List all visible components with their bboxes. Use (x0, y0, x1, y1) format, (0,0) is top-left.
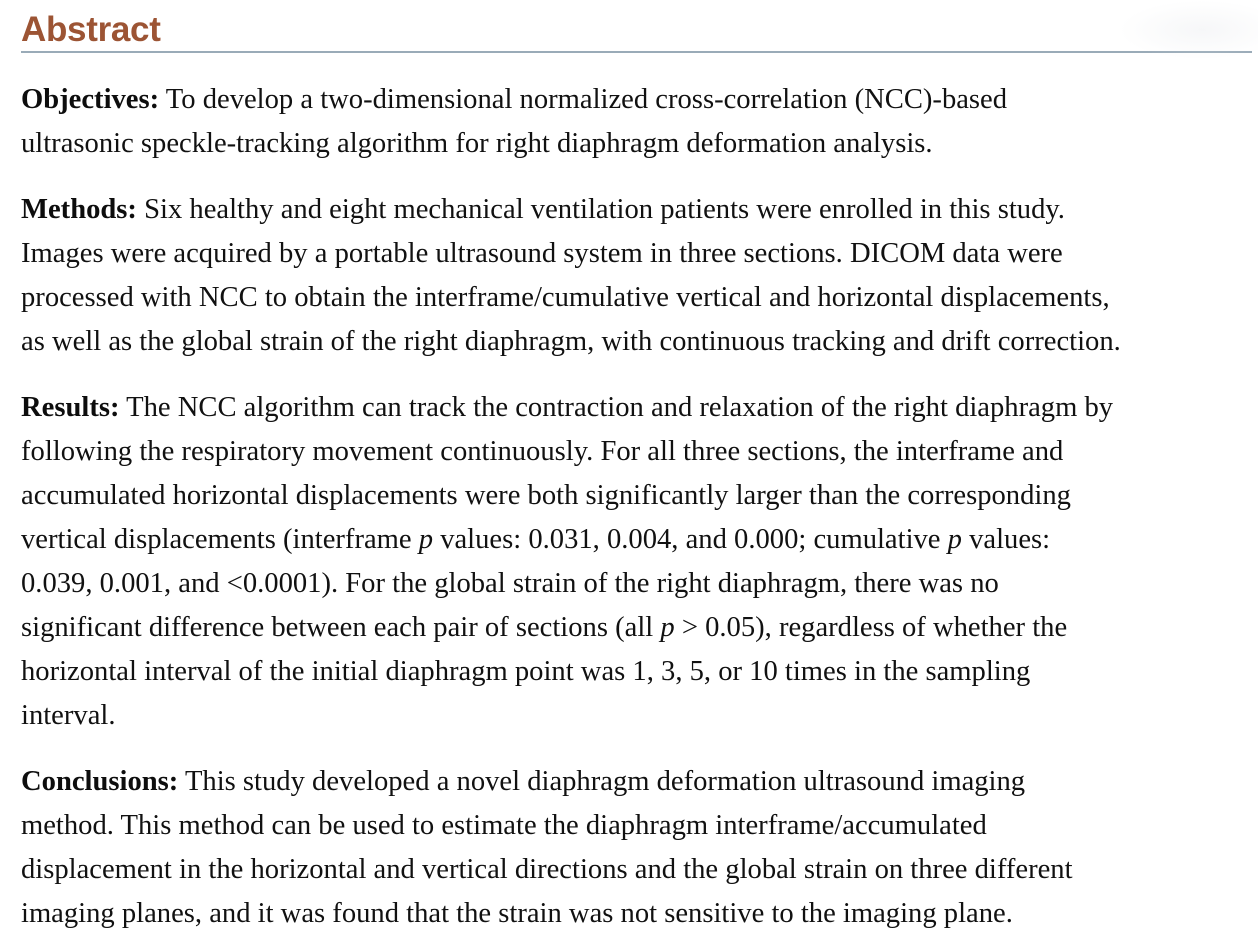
results-paragraph (21, 386, 1257, 738)
objectives-label: Objectives: (21, 84, 160, 115)
results-line-6 (21, 606, 1257, 650)
results-text-4c: values: (961, 524, 1051, 555)
results-line-5: 0.039, 0.001, and <0.0001). For the global strain of the right diaphragm, there was no (21, 568, 999, 599)
objectives-line-2: ultrasonic speckle-tracking algorithm for right diaphragm deformation analysis. (21, 128, 933, 159)
conclusions-line-2: method. This method can be used to estimate the diaphragm interframe/accumulated (21, 810, 987, 841)
results-text-6b: > 0.05), regardless of whether the (674, 612, 1068, 643)
methods-line-1 (21, 188, 1257, 232)
methods-label: Methods: (21, 194, 137, 225)
results-line-4 (21, 518, 1257, 562)
conclusions-line-4: imaging planes, and it was found that the strain was not sensitive to the imaging plane. (21, 898, 1013, 929)
p-symbol: p (660, 612, 675, 643)
results-label: Results: (21, 392, 120, 423)
objectives-text-1: To develop a two-dimensional normalized cross-correlation (NCC)-based (159, 84, 1008, 115)
conclusions-text-1: This study developed a novel diaphragm deformation ultrasound imaging (178, 766, 1026, 797)
heading-divider (21, 51, 1252, 53)
objectives-line-1 (21, 78, 1257, 122)
conclusions-line-3: displacement in the horizontal and vertical directions and the global strain on three different (21, 854, 1073, 885)
results-line-7: horizontal interval of the initial diaphragm point was 1, 3, 5, or 10 times in the sampling (21, 656, 1031, 687)
results-text-6a: significant difference between each pair of sections (all (21, 612, 661, 643)
results-text-4b: values: 0.031, 0.004, and 0.000; cumulative (433, 524, 948, 555)
p-symbol: p (947, 524, 962, 555)
results-line-1 (21, 386, 1257, 430)
objectives-paragraph (21, 78, 1257, 166)
methods-paragraph (21, 188, 1257, 364)
conclusions-label: Conclusions: (21, 766, 179, 797)
results-line-3: accumulated horizontal displacements were both significantly larger than the corresponding (21, 480, 1071, 511)
results-text-1: The NCC algorithm can track the contraction and relaxation of the right diaphragm by (119, 392, 1114, 423)
abstract-heading: Abstract (21, 10, 161, 49)
methods-line-2: Images were acquired by a portable ultrasound system in three sections. DICOM data were (21, 238, 1063, 269)
results-line-2: following the respiratory movement continuously. For all three sections, the interframe and (21, 436, 1064, 467)
results-line-8: interval. (21, 700, 116, 731)
conclusions-line-1 (21, 760, 1257, 804)
abstract-section (21, 0, 1258, 936)
methods-line-3: processed with NCC to obtain the interframe/cumulative vertical and horizontal displacements, (21, 282, 1110, 313)
methods-text-1: Six healthy and eight mechanical ventilation patients were enrolled in this study. (136, 194, 1065, 225)
results-text-4a: vertical displacements (interframe (21, 524, 419, 555)
p-symbol: p (418, 524, 434, 555)
conclusions-paragraph (21, 760, 1257, 936)
methods-line-4: as well as the global strain of the right diaphragm, with continuous tracking and drift correction. (21, 326, 1121, 357)
